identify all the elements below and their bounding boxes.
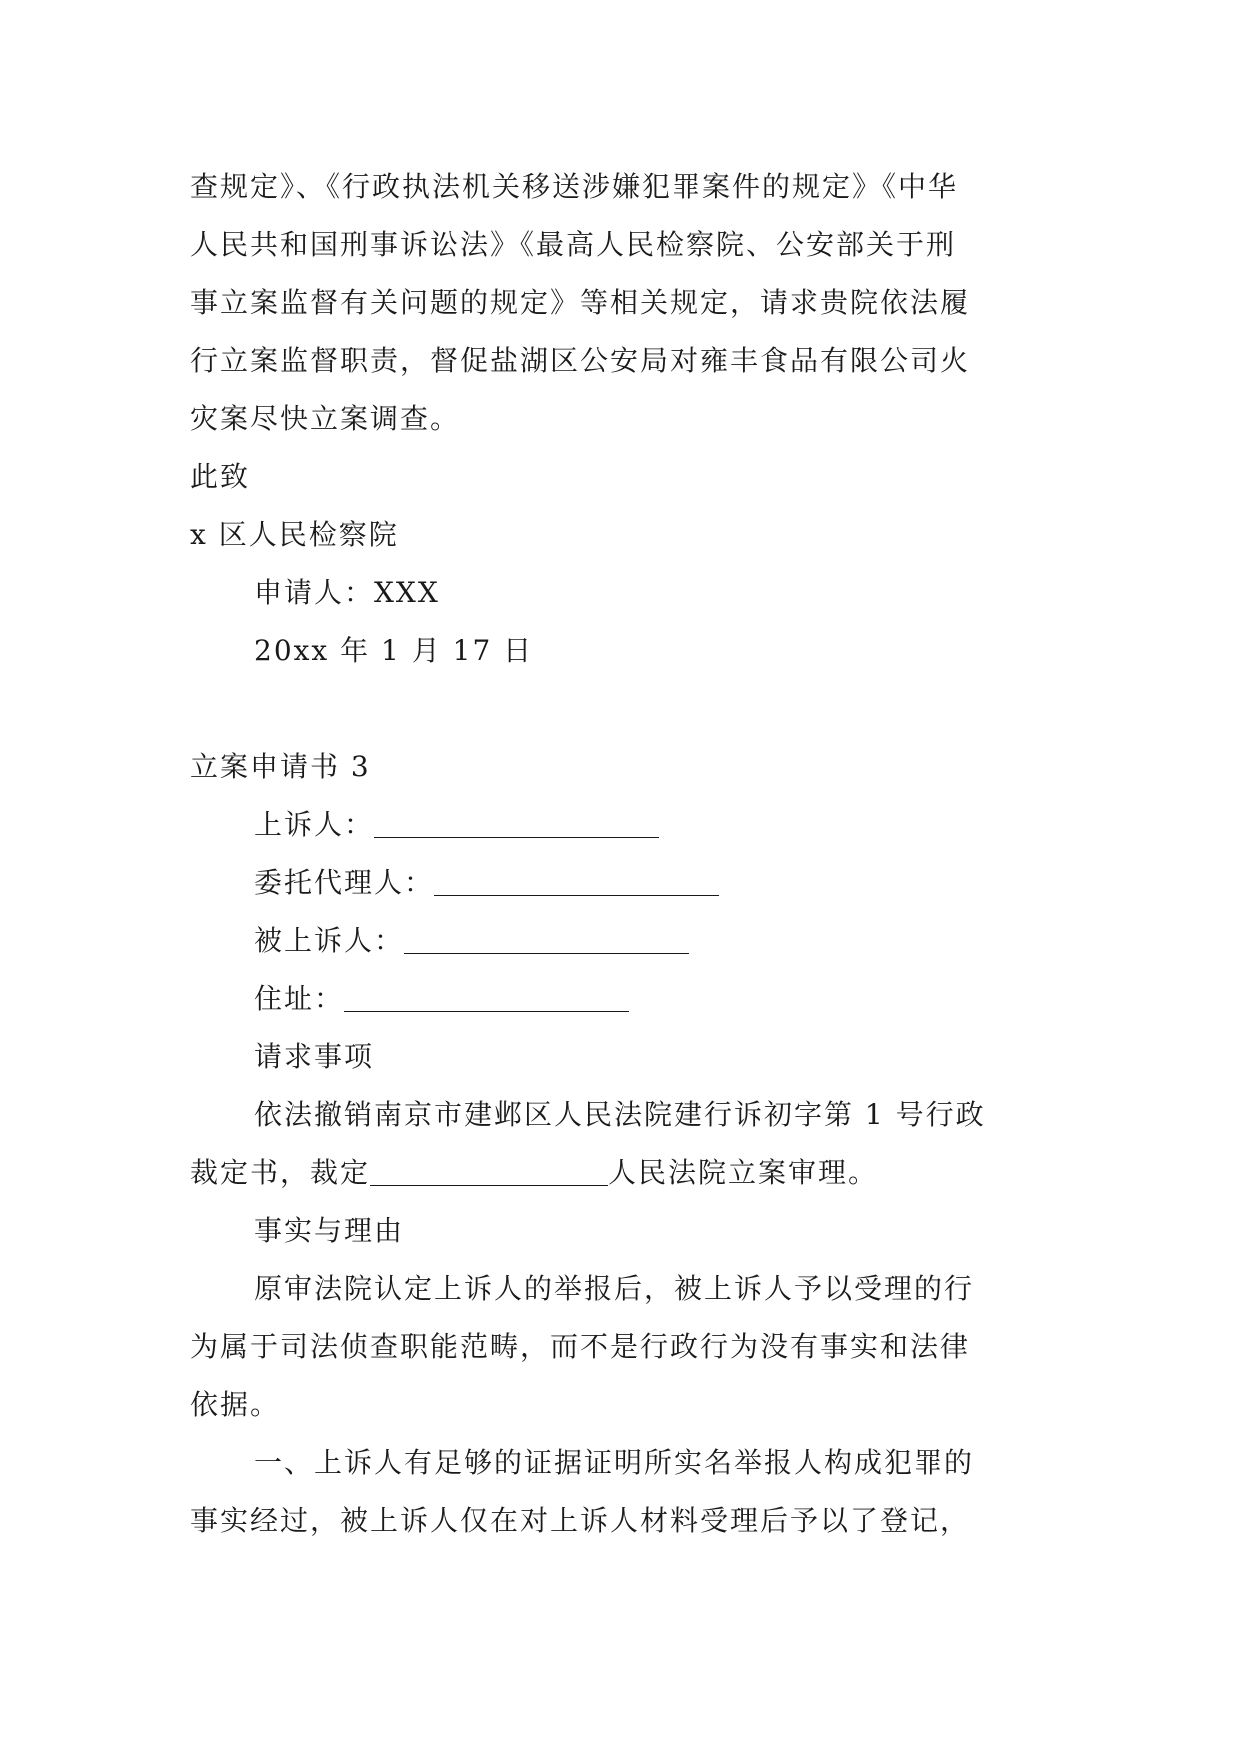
request-line-with-blank (190, 1144, 1058, 1202)
facts-line: 依据。 (190, 1388, 281, 1421)
point-one-line: 一、上诉人有足够的证据证明所实名举报人构成犯罪的 (254, 1446, 975, 1479)
body-line: 灾案尽快立案调查。 (190, 402, 461, 435)
salutation: 此致 (190, 460, 251, 493)
request-heading: 请求事项 (254, 1040, 375, 1073)
document-date: 20xx 年 1 月 17 日 (254, 634, 534, 667)
point-one-line: 事实经过，被上诉人仅在对上诉人材料受理后予以了登记， (190, 1504, 971, 1537)
request-prefix: 裁定书，裁定 (190, 1156, 371, 1189)
appellee-label: 被上诉人： (254, 924, 405, 957)
appellant-blank (374, 807, 659, 838)
agent-blank (434, 865, 719, 896)
appellee-blank (404, 923, 689, 954)
appellant-label: 上诉人： (254, 808, 375, 841)
document-body (190, 158, 1058, 1550)
section-title: 立案申请书 3 (190, 750, 371, 783)
address-label: 住址： (254, 982, 345, 1015)
appellee-field (190, 912, 1058, 970)
facts-line: 原审法院认定上诉人的举报后，被上诉人予以受理的行 (254, 1272, 975, 1305)
facts-line: 为属于司法侦查职能范畴，而不是行政行为没有事实和法律 (190, 1330, 971, 1363)
facts-heading: 事实与理由 (254, 1214, 405, 1247)
appellant-field (190, 796, 1058, 854)
agent-label: 委托代理人： (254, 866, 435, 899)
agent-field (190, 854, 1058, 912)
recipient: x 区人民检察院 (190, 518, 399, 551)
address-blank (344, 981, 629, 1012)
body-line: 查规定》、《行政执法机关移送涉嫌犯罪案件的规定》《中华 (190, 170, 959, 203)
request-line: 依法撤销南京市建邺区人民法院建行诉初字第 1 号行政 (254, 1098, 986, 1131)
body-line: 行立案监督职责，督促盐湖区公安局对雍丰食品有限公司火 (190, 344, 971, 377)
spacer (190, 680, 1058, 738)
address-field (190, 970, 1058, 1028)
request-suffix: 人民法院立案审理。 (608, 1156, 879, 1189)
court-blank (370, 1155, 608, 1186)
applicant-signature: 申请人：XXX (254, 576, 440, 609)
body-line: 人民共和国刑事诉讼法》《最高人民检察院、公安部关于刑 (190, 228, 957, 261)
body-line: 事立案监督有关问题的规定》等相关规定，请求贵院依法履 (190, 286, 971, 319)
